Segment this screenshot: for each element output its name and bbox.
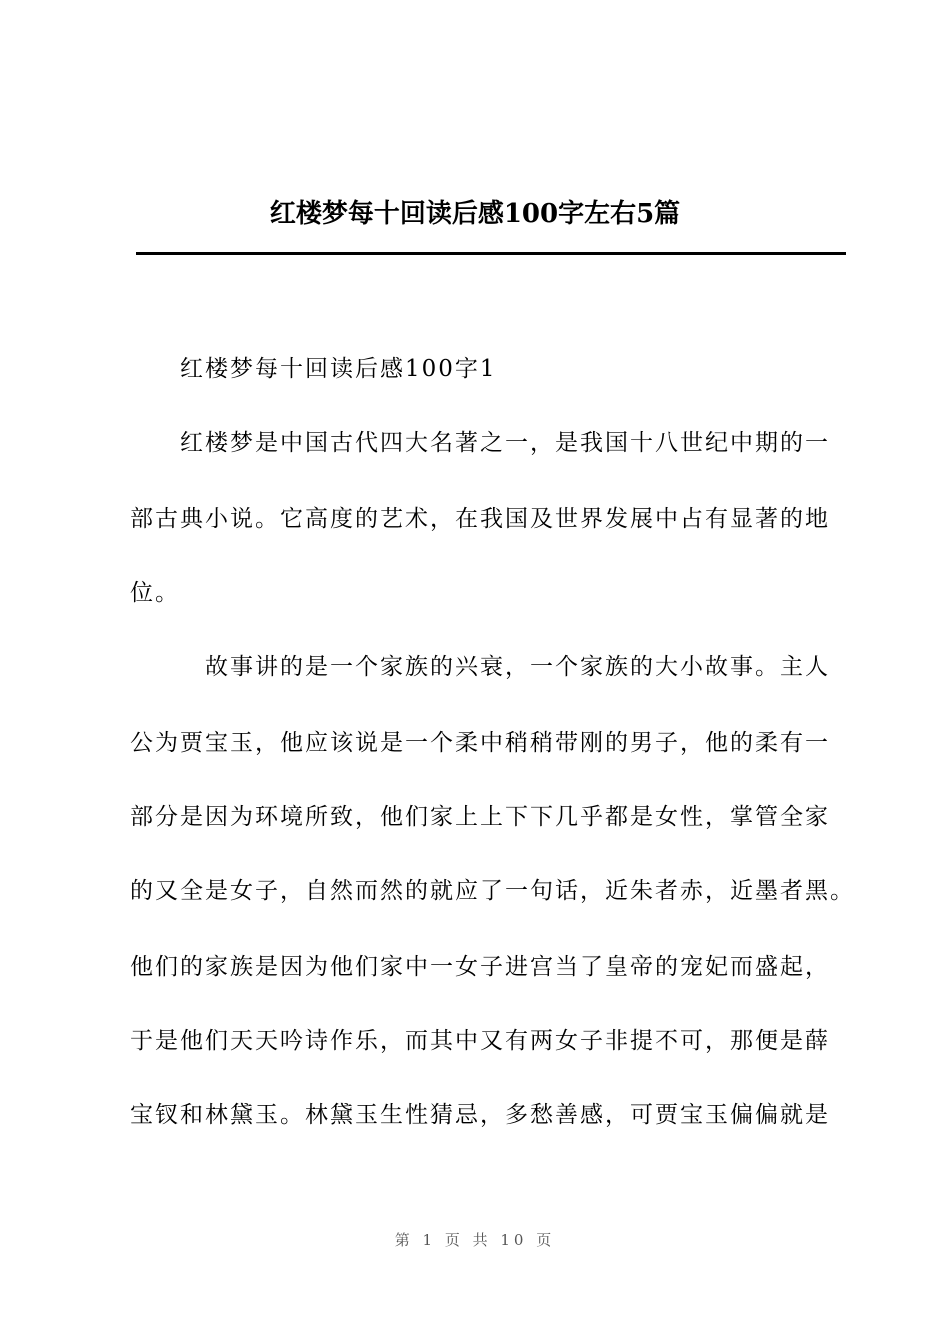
text-line: 部分是因为环境所致，他们家上上下下几乎都是女性，掌管全家 — [130, 804, 830, 830]
text-line: 他们的家族是因为他们家中一女子进宫当了皇帝的宠妃而盛起， — [130, 954, 830, 980]
text-line: 宝钗和林黛玉。林黛玉生性猜忌，多愁善感，可贾宝玉偏偏就是 — [130, 1102, 830, 1128]
page-footer: 第 1 页 共 10 页 — [394, 1231, 556, 1249]
title-underline — [136, 252, 846, 255]
text-line: 位。 — [130, 580, 180, 606]
text-line: 于是他们天天吟诗作乐，而其中又有两女子非提不可，那便是薛 — [130, 1028, 830, 1054]
section-heading: 红楼梦每十回读后感100字1 — [180, 356, 497, 382]
document-title: 红楼梦每十回读后感100字左右5篇 — [269, 199, 681, 229]
text-line: 公为贾宝玉，他应该说是一个柔中稍稍带刚的男子，他的柔有一 — [130, 730, 830, 756]
text-line: 部古典小说。它高度的艺术，在我国及世界发展中占有显著的地 — [130, 506, 830, 532]
text-line: 故事讲的是一个家族的兴衰，一个家族的大小故事。主人 — [205, 654, 830, 680]
text-line: 红楼梦是中国古代四大名著之一，是我国十八世纪中期的一 — [180, 430, 830, 456]
text-line: 的又全是女子，自然而然的就应了一句话，近朱者赤，近墨者黑。 — [130, 878, 855, 904]
